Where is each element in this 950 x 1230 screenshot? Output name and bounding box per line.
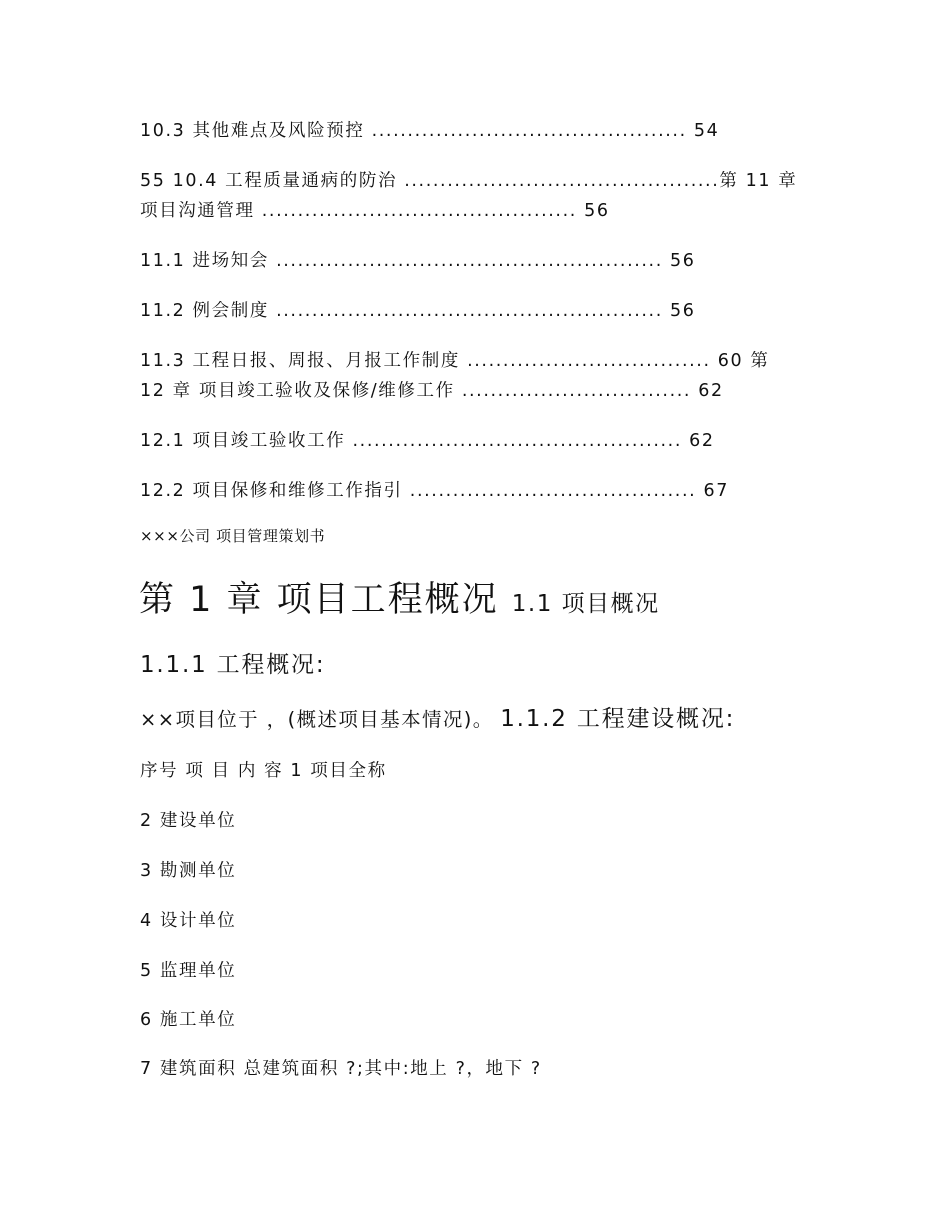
toc-entry-12-1: 12.1 项目竣工验收工作 .............................................. 62 (140, 431, 715, 451)
chapter-heading (139, 578, 660, 626)
table-row: 6 施工单位 (140, 1010, 237, 1030)
table-row: 2 建设单位 (140, 811, 237, 831)
subsection-heading-1-1-1: 1.1.1 工程概况: (140, 652, 326, 678)
overview-paragraph (140, 704, 735, 736)
table-row: 4 设计单位 (140, 911, 237, 931)
table-row: 7 建筑面积 总建筑面积 ?;其中:地上 ?，地下 ? (140, 1059, 542, 1079)
section-heading: 1.1 项目概况 (511, 591, 660, 617)
toc-entry-11-1: 11.1 进场知会 ...................................................... 56 (140, 251, 696, 271)
running-header: ×××公司 项目管理策划书 (140, 527, 326, 545)
toc-entry-chapter-12: 12 章 项目竣工验收及保修/维修工作 ................................ 62 (140, 381, 724, 401)
toc-entry-10-3: 10.3 其他难点及风险预控 ............................................ 54 (140, 121, 720, 141)
toc-entry-12-2: 12.2 项目保修和维修工作指引 ........................................ 67 (140, 481, 729, 501)
toc-entry-chapter-11: 项目沟通管理 ............................................ 56 (140, 201, 610, 221)
chapter-title: 第 1 章 项目工程概况 (139, 580, 499, 620)
subsection-heading-1-1-2: 1.1.2 工程建设概况: (500, 706, 736, 732)
overview-text: ××项目位于 ，(概述项目基本情况)。 (140, 708, 494, 731)
toc-entry-11-2: 11.2 例会制度 ...................................................... 56 (140, 301, 696, 321)
toc-entry-10-4: 55 10.4 工程质量通病的防治 ............................................第 11 章 (140, 171, 798, 191)
table-row: 3 勘测单位 (140, 861, 237, 881)
table-row: 5 监理单位 (140, 961, 237, 981)
toc-entry-11-3: 11.3 工程日报、周报、月报工作制度 .................................. 60 第 (140, 351, 770, 371)
table-header-row: 序号 项 目 内 容 1 项目全称 (140, 761, 387, 781)
